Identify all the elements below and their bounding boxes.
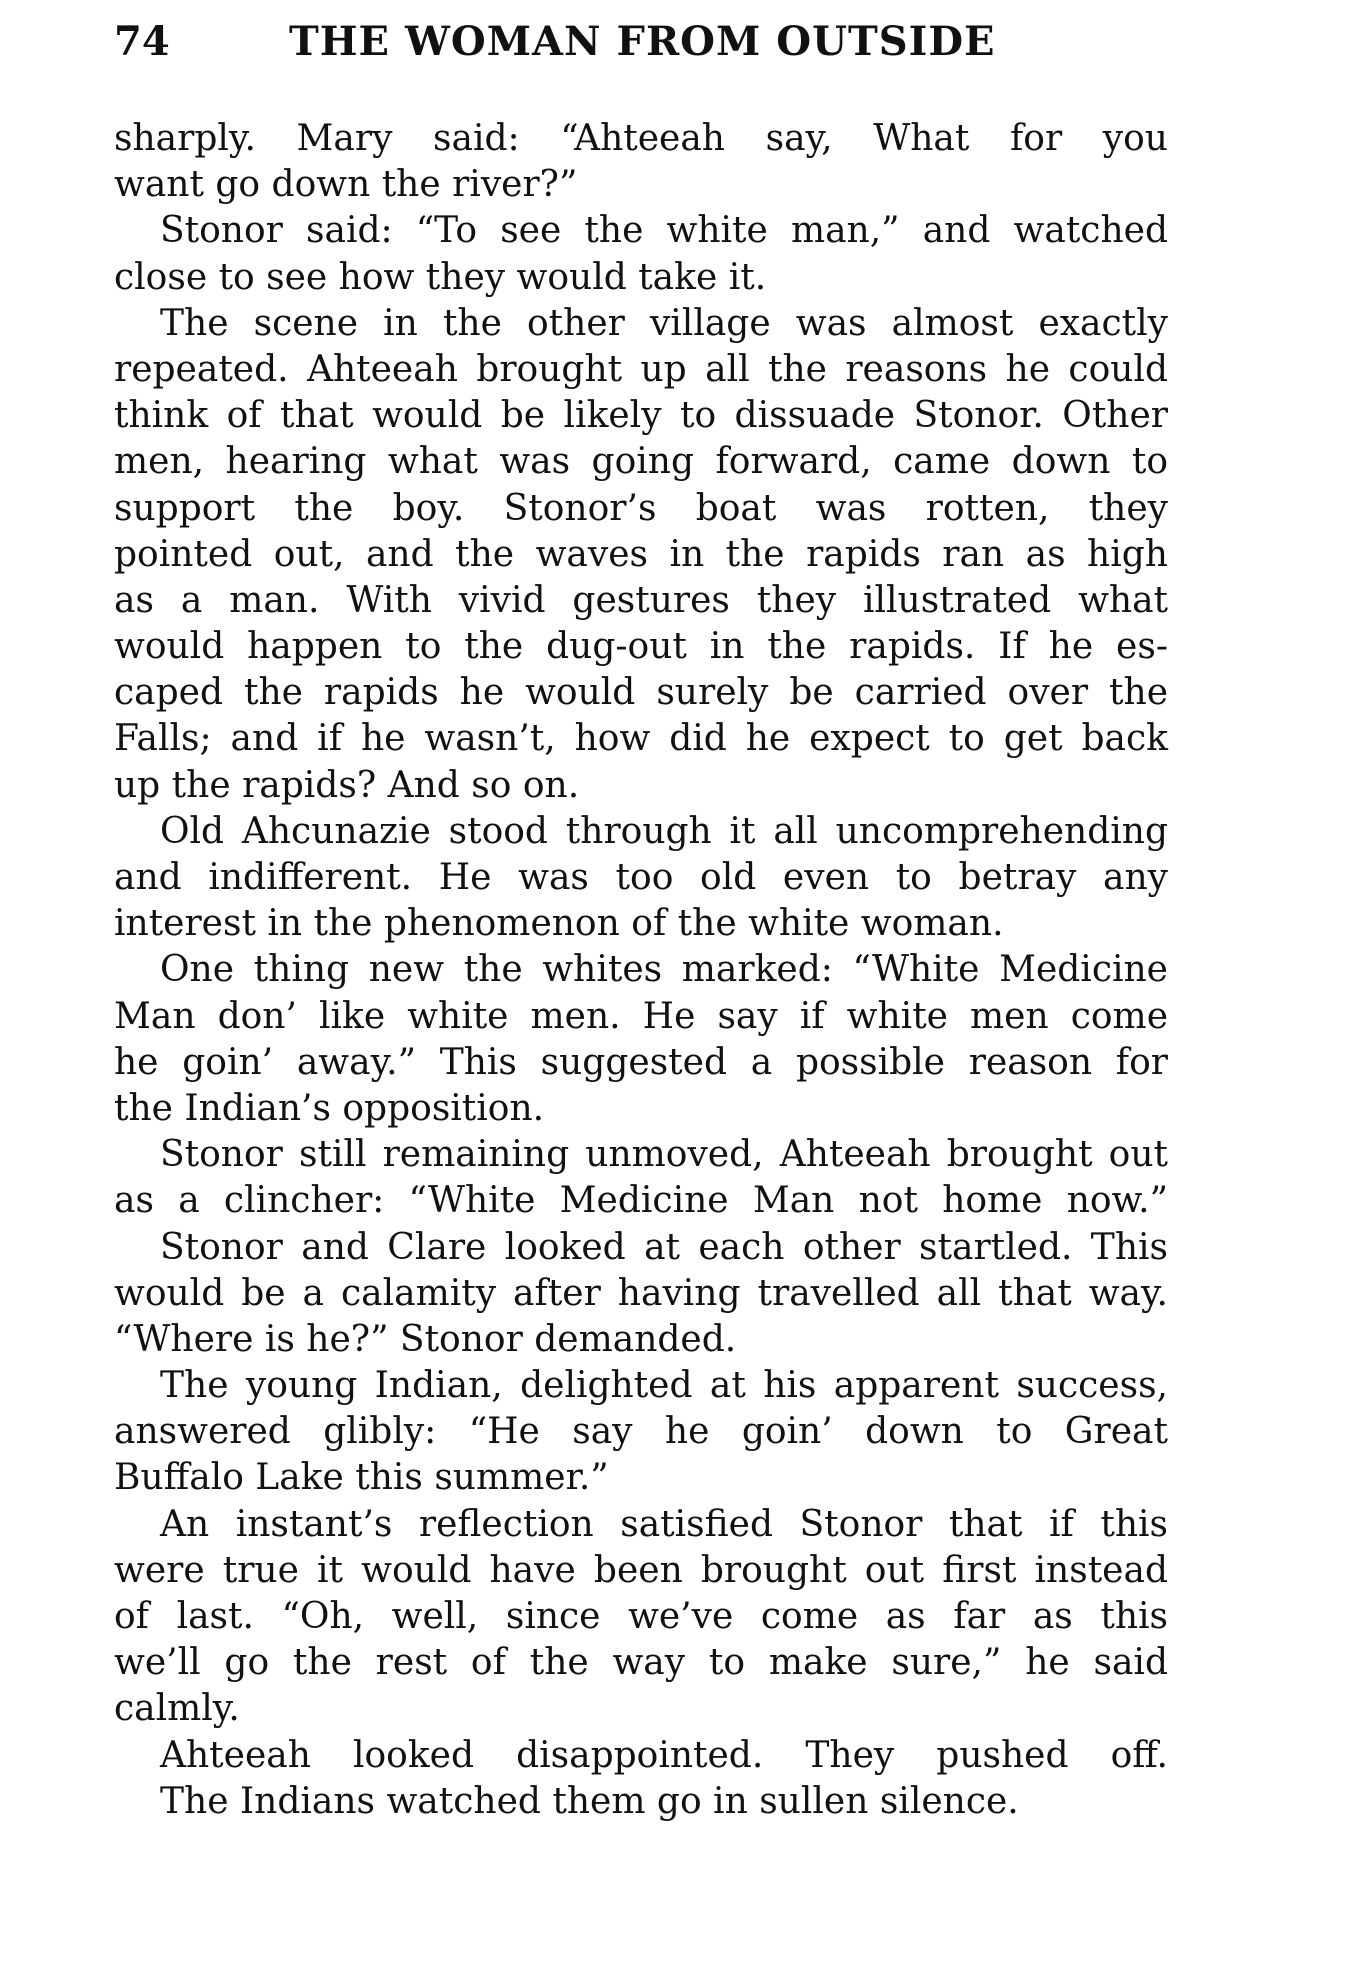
text-line: Falls; and if he wasn’t, how did he expect to get back	[114, 718, 1168, 760]
text-line: Ahteeah looked disappointed. They pushed off.	[160, 1734, 1168, 1776]
text-line: of last. “Oh, well, since we’ve come as far as this	[114, 1596, 1168, 1637]
text-line: we’ll go the rest of the way to make sure,” he said	[114, 1642, 1168, 1684]
text-line: support the boy. Stonor’s boat was rotten, they	[114, 487, 1168, 529]
text-line: interest in the phenomenon of the white woman.	[114, 903, 1004, 945]
text-line: repeated. Ahteeah brought up all the reasons he could	[114, 348, 1168, 390]
page-number: 74	[114, 18, 170, 65]
text-line: Old Ahcunazie stood through it all uncomprehending	[160, 810, 1168, 852]
text-line: up the rapids? And so on.	[114, 764, 580, 806]
text-line: the Indian’s opposition.	[114, 1087, 545, 1129]
text-line: One thing new the whites marked: “White Medicine	[160, 949, 1168, 991]
text-line: An instant’s reflection satisfied Stonor that if this	[160, 1503, 1168, 1545]
text-line: would happen to the dug-out in the rapids. If he es-	[114, 626, 1168, 668]
text-line: as a clincher: “White Medicine Man not home now.”	[114, 1180, 1168, 1222]
text-line: “Where is he?” Stonor demanded.	[114, 1318, 737, 1360]
text-line: men, hearing what was going forward, came down to	[114, 441, 1168, 483]
text-line: Man don’ like white men. He say if white men come	[114, 995, 1168, 1037]
text-line: Stonor still remaining unmoved, Ahteeah brought out	[160, 1134, 1168, 1176]
page-header	[114, 18, 1164, 78]
body-text	[114, 116, 1168, 1825]
text-line: Stonor said: “To see the white man,” and watched	[160, 210, 1168, 252]
text-line: caped the rapids he would surely be carried over the	[114, 672, 1168, 714]
text-line: were true it would have been brought out first instead	[114, 1549, 1168, 1591]
text-line: he goin’ away.” This suggested a possible reason for	[114, 1041, 1168, 1083]
text-line: sharply. Mary said: “Ahteeah say, What for you	[114, 118, 1168, 159]
text-line: close to see how they would take it.	[114, 256, 767, 298]
text-line: The young Indian, delighted at his apparent success,	[160, 1365, 1168, 1407]
text-line: and indifferent. He was too old even to betray any	[114, 857, 1168, 898]
text-line: The scene in the other village was almost exactly	[160, 302, 1168, 344]
text-line: think of that would be likely to dissuade Stonor. Other	[114, 395, 1168, 437]
text-line: Buffalo Lake this summer.”	[114, 1457, 609, 1499]
text-line: answered glibly: “He say he goin’ down to Great	[114, 1411, 1168, 1453]
text-line: pointed out, and the waves in the rapids ran as high	[114, 533, 1168, 575]
text-line: as a man. With vivid gestures they illustrated what	[114, 579, 1168, 621]
text-line: The Indians watched them go in sullen silence.	[160, 1780, 1019, 1822]
text-line: would be a calamity after having travelled all that way.	[114, 1272, 1168, 1314]
running-title: THE WOMAN FROM OUTSIDE	[289, 18, 996, 65]
text-line: calmly.	[114, 1688, 240, 1730]
text-line: want go down the river?”	[114, 164, 578, 206]
text-line: Stonor and Clare looked at each other startled. This	[160, 1226, 1168, 1268]
